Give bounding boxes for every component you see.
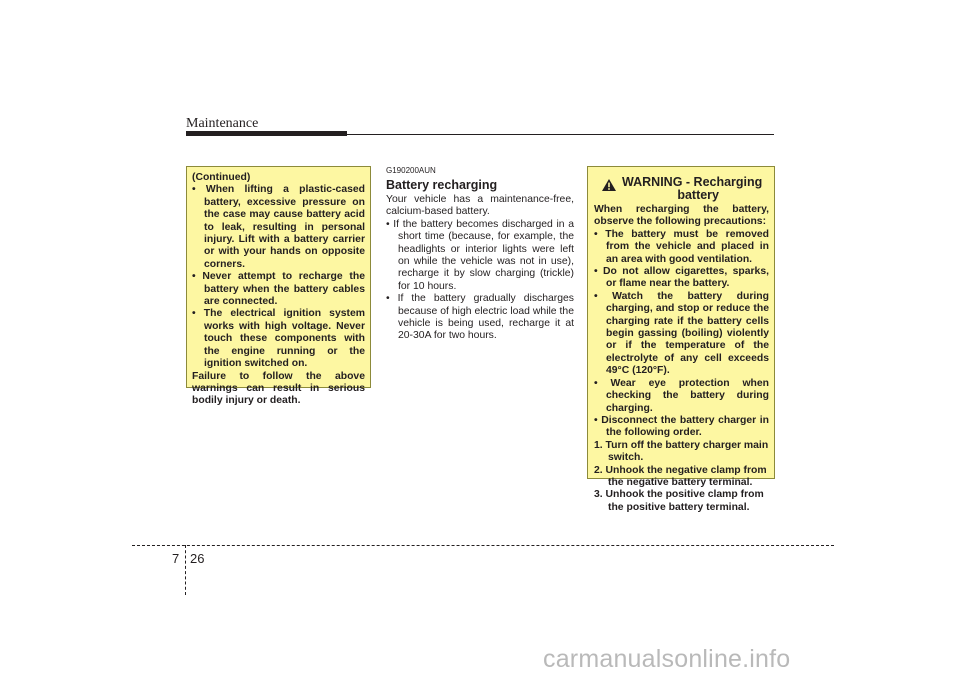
warning-step: 2. Unhook the negative clamp from the negative battery terminal.: [594, 464, 767, 488]
warning-bullet: • Wear eye protection when checking the battery during charging.: [594, 377, 769, 414]
site-watermark: carmanualsonline.info: [543, 645, 791, 673]
warning-subject-line2: battery: [677, 188, 719, 202]
page-number: 26: [190, 551, 205, 566]
recharging-warning-box: [587, 166, 775, 513]
continued-warning-box: [186, 166, 371, 407]
section-bullet: • If the battery gradually discharges because of high electric load while the vehicle is being used, recharge it at 20-30A for two hours.: [386, 293, 574, 342]
continued-label: (Continued): [192, 172, 251, 183]
chapter-number: 7: [172, 551, 180, 566]
warning-bullet: • Never attempt to recharge the battery when the battery cables are connected.: [192, 271, 365, 308]
warning-step: 1. Turn off the battery charger main switch.: [594, 439, 769, 464]
section-title: Battery recharging: [386, 178, 498, 192]
warning-triangle-icon: [602, 179, 616, 191]
warning-bullet: • The electrical ignition system works with high voltage. Never touch these components with the engine running or the ignition switched on.: [192, 308, 365, 370]
warning-step: 3. Unhook the positive clamp from the positive battery terminal.: [594, 489, 764, 513]
warning-word: WARNING: [622, 175, 683, 189]
warning-bullet: • The battery must be removed from the vehicle and placed in an area with good ventilation.: [594, 228, 769, 265]
warning-header: [594, 176, 769, 202]
failure-notice: Failure to follow the above warnings can result in serious bodily injury or death.: [192, 370, 365, 407]
warning-bullet: • Disconnect the battery charger in the following order.: [594, 414, 769, 439]
warning-intro: When recharging the battery, observe the following precautions:: [594, 204, 769, 228]
battery-recharging-section: [386, 166, 574, 343]
footer-divider: [185, 545, 186, 595]
section-intro: Your vehicle has a maintenance-free, calcium-based battery.: [386, 194, 574, 218]
warning-bullet: • Watch the battery during charging, and stop or reduce the charging rate if the battery cells begin gassing (boiling) violently or if the temperature of the electrolyte of any cell exceeds 49°C (120°F).: [594, 290, 769, 377]
warning-bullet: • When lifting a plastic-cased battery, excessive pressure on the case may cause battery acid to leak, resulting in personal injury. Lift with a battery carrier or with your hands on opposite corners.: [192, 184, 365, 270]
section-bullet: • If the battery becomes discharged in a short time (because, for example, the headlights or interior lights were left on while the vehicle was not in use), recharge it by slow charging (trickle) for 10 hours.: [386, 218, 574, 292]
footer-rule: [132, 545, 834, 546]
warning-subject: - Recharging: [685, 175, 763, 189]
warning-bullet: • Do not allow cigarettes, sparks, or flame near the battery.: [594, 266, 769, 290]
section-header-title: Maintenance: [186, 116, 259, 131]
header-rule: [186, 134, 774, 135]
section-code: G190200AUN: [386, 166, 436, 175]
warning-title: [622, 176, 762, 202]
